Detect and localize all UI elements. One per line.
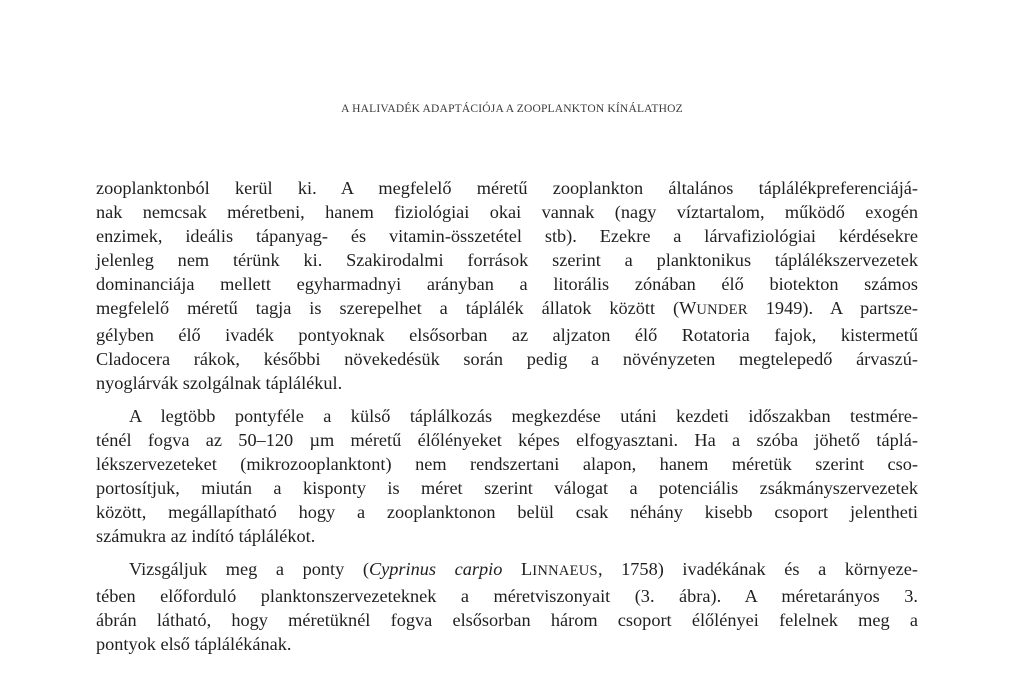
text-line: ábrán látható, hogy méretüknél fogva elsősorban három csoport élőlényei felelnek meg a: [96, 609, 918, 630]
text-line: ténél fogva az 50–120 µm méretű élőlényeket képes elfogyasztani. Ha a szóba jöhető táplá-: [96, 429, 918, 450]
text-line: [96, 296, 918, 322]
text-line: Cladocera rákok, későbbi növekedésük során pedig a növényzeten megtelepedő árvaszú-: [96, 348, 918, 369]
text-line: gélyben élő ivadék pontyoknak elsősorban az aljzaton élő Rotatoria fajok, kistermetű: [96, 324, 918, 345]
text-line: zooplanktonból kerül ki. A megfelelő méretű zooplankton általános táplálékpreferenciájá-: [96, 178, 918, 198]
text-line: számukra az indító táplálékot.: [96, 526, 316, 547]
text-line: portosítjuk, miután a kisponty is méret szerint válogat a potenciális zsákmányszervezetek: [96, 478, 918, 499]
text-line: tében előforduló planktonszervezeteknek a méretviszonyait (3. ábra). A méretarányos 3.: [96, 585, 918, 606]
text-line: jelenleg nem térünk ki. Szakirodalmi források szerint a planktonikus táplálékszervezetek: [96, 250, 918, 271]
paragraph-3: [96, 557, 918, 655]
species-name-italic: Cyprinus carpio: [368, 559, 503, 580]
text-run: megfelelő méretű tagja is szerepelhet a táplálék állatok között (W: [96, 298, 697, 319]
author-name-smallcaps: INNAEUS: [532, 563, 598, 580]
text-run: L: [502, 559, 533, 580]
text-line: pontyok első táplálékának.: [96, 633, 292, 654]
text-line: enzimek, ideális tápanyag- és vitamin-összetétel stb). Ezekre a lárvafiziológiai kérdésekre: [96, 226, 918, 247]
body-text: [96, 176, 918, 656]
text-run: , 1758) ivadékának és a környeze-: [597, 559, 918, 580]
text-run: 1949). A partsze-: [747, 298, 919, 319]
running-header: A HALIVADÉK ADAPTÁCIÓJA A ZOOPLANKTON KÍNÁLATHOZ: [341, 103, 683, 115]
text-run: Vizsgáljuk meg a ponty (: [129, 559, 369, 580]
paragraph-2: [96, 404, 918, 549]
text-line: nyoglárvák szolgálnak táplálékul.: [96, 372, 343, 393]
text-line: lékszervezeteket (mikrozooplanktont) nem rendszertani alapon, hanem méretük szerint cso-: [96, 454, 918, 475]
paragraph-1: [96, 176, 918, 395]
author-name-smallcaps: UNDER: [696, 302, 748, 319]
text-line: dominanciája mellett egyharmadnyi arányban a litorális zónában élő biotekton számos: [96, 274, 918, 295]
text-line: nak nemcsak méretbeni, hanem fiziológiai okai vannak (nagy víztartalom, működő exogén: [96, 202, 918, 223]
text-line: [96, 557, 918, 583]
text-line: A legtöbb pontyféle a külső táplálkozás megkezdése utáni kezdeti időszakban testmére-: [129, 405, 918, 426]
text-line: között, megállapítható hogy a zooplanktonon belül csak néhány kisebb csoport jelentheti: [96, 502, 918, 523]
